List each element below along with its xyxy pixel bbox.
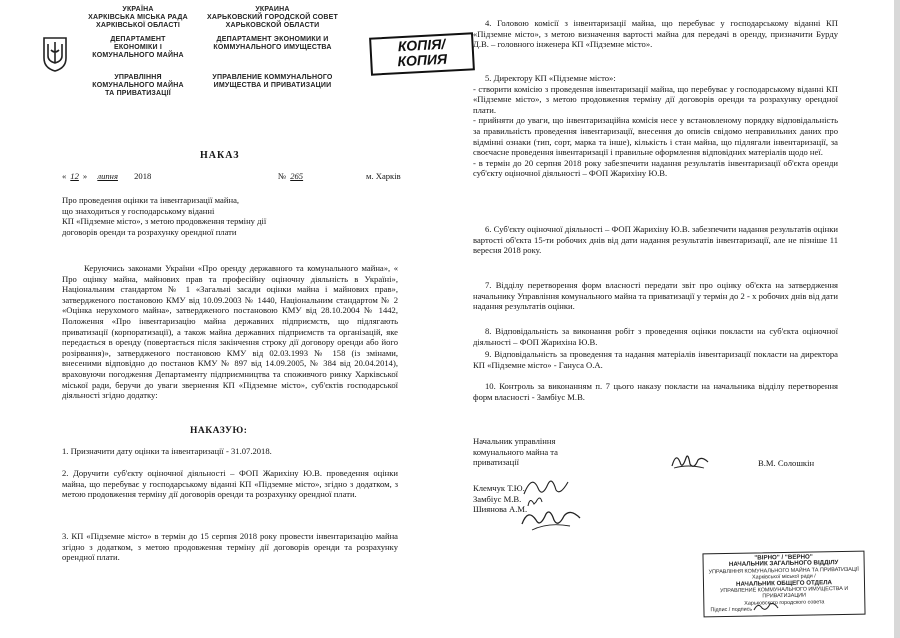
order-item-8: 8. Відповідальність за виконання робіт з проведення оцінки покласти на суб'єкта оціночної діяльності – ФОП Жарихіна Ю.В. (473, 326, 838, 347)
subject-line: договорів оренди та розрахунку орендної плати (62, 226, 237, 237)
date-month: липня (97, 171, 118, 181)
order-item-6: 6. Суб'єкту оціночної діяльності – ФОП Жарихіну Ю.В. забезпечити надання результатів оцінки вартості об'єкта 15-ти робочих днів від дати надання результатів інвентаризації, але не пізніше 11 вересня 2018 року. (473, 224, 838, 256)
order-item-4: 4. Головою комісії з інвентаризації майна, що перебуває у господарському віданні КП «Підземне місто», з метою визначення вартості майна для передачі в оренду, призначити Бурду Д.В. – головного інженера КП «Підземне місто». (473, 18, 838, 50)
header-right-line: ХАРЬКОВСКОЙ ОБЛАСТИ (225, 22, 320, 29)
order-number (278, 171, 307, 182)
order-item-10: 10. Контроль за виконанням п. 7 цього наказу покласти на начальника відділу перетворення форм власності - Замбіус М.В. (473, 381, 838, 402)
header-left (78, 2, 198, 98)
number-value: 265 (290, 171, 304, 181)
header-left-line: ТА ПРИВАТИЗАЦІЇ (105, 90, 171, 97)
stamp-line: УПРАВЛЕНИЕ КОММУНАЛЬНОГО ИМУЩЕСТВА И ПРИВАТИЗАЦИИ (719, 585, 849, 600)
document-title: НАКАЗ (200, 150, 240, 161)
stamp-line: Харківської міської ради / (751, 573, 816, 581)
trident-emblem-icon (42, 36, 68, 72)
order-item-1: 1. Призначити дату оцінки та інвентаризації - 31.07.2018. (62, 446, 272, 456)
approver: Шиянова А.М. (473, 504, 528, 515)
stamp-line: НАЧАЛЬНИК ОБЩЕГО ОТДЕЛА (735, 578, 833, 588)
stamp-line: "ВІРНО" / "ВЕРНО" (754, 553, 813, 562)
copy-stamp (369, 32, 475, 75)
subject-block (62, 195, 362, 237)
city: м. Харків (366, 171, 401, 181)
order-item-2: 2. Доручити суб'єкту оціночної діяльності – ФОП Жарихіну Ю.В. проведення оцінки майна, що перебуває у господарському віданні КП «Підземне місто», згідно з додатком, з метою продовження терміну дії договорів оренди та розрахунку орендної плати. (62, 468, 398, 500)
order-item-5: 5. Директору КП «Підземне місто»: - створити комісію з проведення інвентаризації майна, що перебуває у господарському віданні КП «Підземне місто», з метою продовження терміну дії договорів оренди та розрахунку орендної плати. - прийняти до уваги, що інвентаризаційна комісія несе у встановленому порядку відповідальність за правильність проведення інвентаризації, внесення до описів свідомо неправильних даних про відмінні ознаки (тип, сорт, марка та інше), кількість і стан майна, що підлягали інвентаризації, за своєчасне проведення інвентаризації і правильне оформлення відповідних матеріалів щодо неї. - в термін до 20 серпня 2018 року забезпечити надання результатів інвентаризації об'єкта оренди суб'єкту оціночної діяльності – ФОП Жарихіну Ю.В. (473, 73, 838, 179)
header-right-line: КОММУНАЛЬНОГО ИМУЩЕСТВА (213, 44, 332, 51)
header-right-line: УПРАВЛЕНИЕ КОММУНАЛЬНОГО (212, 74, 333, 81)
header-right (200, 2, 345, 90)
stamp-line: НАЧАЛЬНИК ЗАГАЛЬНОГО ВІДДІЛУ (728, 559, 839, 569)
signatory-title-line: комунального майна та (473, 446, 558, 457)
certification-stamp (702, 551, 865, 618)
header-right-line: ХАРЬКОВСКИЙ ГОРОДСКОЙ СОВЕТ (207, 14, 338, 21)
signatory-title (473, 436, 558, 468)
date-line: « 12 » липня 2018 (62, 171, 152, 181)
header-left-line: КОМУНАЛЬНОГО МАЙНА (92, 82, 184, 89)
order-heading: НАКАЗУЮ: (190, 426, 248, 436)
signature-approvers (518, 472, 584, 534)
order-item-7: 7. Відділу перетворення форм власності передати звіт про оцінку об'єкта на затвердження начальнику Управління комунального майна та приватизації у термін до 2 - х робочих днів від дати надання результатів оцінки. (473, 280, 838, 312)
signature-head (668, 448, 710, 474)
signatory-name: В.М. Солошкін (758, 458, 815, 468)
header-left-line: КОМУНАЛЬНОГО МАЙНА (92, 52, 184, 59)
scan-edge (894, 0, 900, 638)
copy-stamp-line: КОПИЯ (397, 50, 448, 70)
signatory-title-line: приватизації (473, 457, 519, 468)
signature-stamp (752, 600, 780, 614)
header-left-line: ХАРКІВСЬКОЇ ОБЛАСТІ (95, 22, 181, 29)
approver: Замбіус М.В. (473, 493, 522, 504)
header-right-line: ДЕПАРТАМЕНТ ЭКОНОМИКИ И (216, 36, 329, 43)
header-left-line: УКРАЇНА (122, 6, 154, 13)
order-item-9: 9. Відповідальність за проведення та надання матеріалів інвентаризації покласти на директора КП «Підземне місто» - Гануса О.А. (473, 349, 838, 370)
preamble: Керуючись законами України «Про оренду державного та комунального майна», « Про оцінку майна, майнових прав та професійну оціночну діяльність в Україні», Національним стандартом № 1 «Загальні засади оцінки майна і майнових прав», затвердженого постановою КМУ від 10.09.2003 № 1440, Національним стандартом № 2 «Оцінка нерухомого майна», затвердженого постановою КМУ від 28.10.2004 № 1442, Положення «Про інвентаризацію майна державних підприємств, що підлягають приватизації (корпоратизації), а також майна державних підприємств та організацій, яке передається в оренду (повертається після закінчення строку дії договору оренди або його розірвання)», затвердженого постановою КМУ від 02.03.1993 № 158 (із змінами, внесеними відповідно до постанов КМУ № 897 від 14.09.2005, № 384 від 20.04.2014), враховуючи погодження Департаменту підприємництва та споживчого ринку Харківської міської ради, беручи до уваги звернення КП «Підземне місто», суб'єктів господарської діяльності згідно додатку: (62, 263, 398, 401)
approver: Клемчук Т.Ю. (473, 483, 525, 493)
stamp-line: Підпис / подпись (710, 606, 753, 614)
number-prefix: № (278, 171, 287, 181)
subject-line: Про проведення оцінки та інвентаризації майна, (62, 195, 240, 205)
header-left-line: УПРАВЛІННЯ (114, 74, 162, 81)
header-right-line: ИМУЩЕСТВА И ПРИВАТИЗАЦИИ (213, 82, 332, 89)
date-year: 2018 (134, 171, 152, 181)
header-left-line: ДЕПАРТАМЕНТ (110, 36, 166, 43)
signatory-title-line: Начальник управління (473, 436, 556, 446)
copy-stamp-line: КОПІЯ/ (397, 35, 446, 55)
header-left-line: ХАРКІВСЬКА МІСЬКА РАДА (88, 14, 188, 21)
header-left-line: ЕКОНОМІКИ І (113, 44, 163, 51)
subject-line: КП «Підземне місто», з метою продовження терміну дії (62, 216, 267, 227)
subject-line: що знаходиться у господарському віданні (62, 205, 215, 216)
date-day: 12 (70, 171, 79, 181)
header-right-line: УКРАИНА (255, 6, 290, 13)
stamp-line: УПРАВЛІННЯ КОМУНАЛЬНОГО МАЙНА ТА ПРИВАТИЗАЦІЇ (708, 566, 859, 576)
stamp-line: Харьковского городского совета (744, 599, 825, 607)
order-item-3: 3. КП «Підземне місто» в термін до 15 серпня 2018 року провести інвентаризацію майна згідно з додатком, з метою продовження терміну дії договорів оренди та розрахунку орендної плати. (62, 531, 398, 563)
